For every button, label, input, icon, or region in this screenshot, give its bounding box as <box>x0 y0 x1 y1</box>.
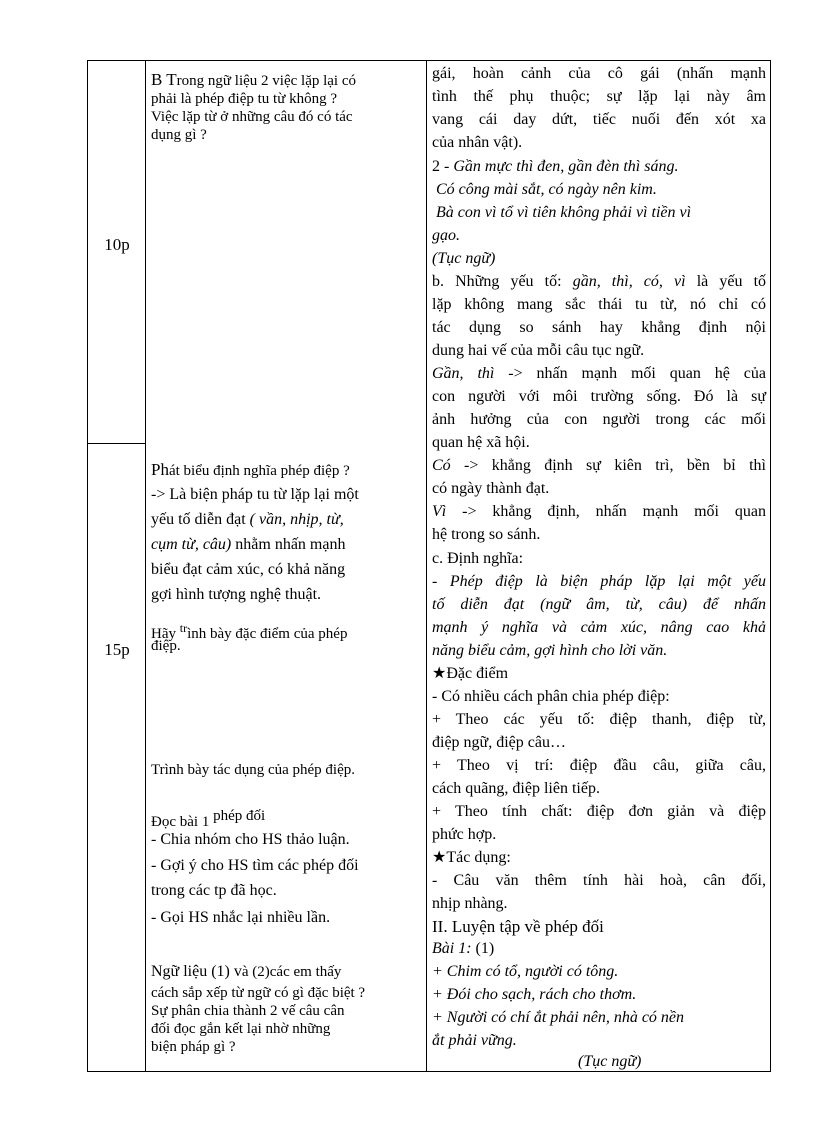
answer-b-line2: lặp không mang sắc thái tu từ, nó chỉ có <box>432 296 766 313</box>
proverb-1: + Chim có tổ, người có tông. <box>432 963 619 980</box>
characteristics-line7: phức hợp. <box>432 826 497 843</box>
definition-line1: -> Là biện pháp tu từ lặp lại một <box>151 486 359 503</box>
row-divider <box>88 443 145 444</box>
instruction-group: - Chia nhóm cho HS thảo luận. <box>151 831 350 848</box>
question-characteristics-line1: Hãy $^{tr}$ình bày đặc điểm của phép <box>151 621 348 642</box>
question-bt-line2: phải là phép điệp tu từ không ? <box>151 91 338 107</box>
proverb-3-line2: ắt phải vững. <box>432 1032 517 1049</box>
characteristics-line4: + Theo vị trí: điệp đầu câu, giữa câu, <box>432 757 766 774</box>
co-line1: Có -> khẳng định sự kiên trì, bền bỉ thì <box>432 457 766 474</box>
example-2-source: (Tục ngữ) <box>432 250 496 267</box>
answer-b-line1: b. Những yếu tố: gần, thì, có, vì là yếu tố <box>432 273 767 290</box>
exercise-1-heading: Bài 1: (1) <box>432 940 495 957</box>
effect-line1: - Câu văn thêm tính hài hoà, cân đối, <box>432 872 766 889</box>
time-cell-2: 15p <box>104 640 130 659</box>
characteristics-line2: + Theo các yếu tố: điệp thanh, điệp từ, <box>432 711 766 728</box>
section-ii-heading: II. Luyện tập về phép đối <box>432 917 604 936</box>
answer-b-line4: dung hai vế của mỗi câu tục ngữ. <box>432 342 645 359</box>
example-2-line2: Có công mài sắt, có ngày nên kim. <box>436 181 657 198</box>
example-2-line1: 2 - Gần mực thì đen, gần đèn thì sáng. <box>432 158 679 175</box>
co-line2: có ngày thành đạt. <box>432 480 550 497</box>
question-bt-line1: B Trong ngữ liệu 2 việc lặp lại có <box>151 70 356 89</box>
question-effect: Trình bày tác dụng của phép điệp. <box>151 762 355 778</box>
definition-heading: c. Định nghĩa: <box>432 550 524 567</box>
definition-text-line2: tố diễn đạt (ngữ âm, từ, câu) để nhấn <box>432 596 766 613</box>
characteristics-line5: cách quãng, điệp liên tiếp. <box>432 780 600 797</box>
vi-line2: hệ trong so sánh. <box>432 526 541 543</box>
characteristics-line1: - Có nhiều cách phân chia phép điệp: <box>432 688 670 705</box>
definition-line2: yếu tố diễn đạt ( vần, nhịp, từ, <box>151 511 344 528</box>
proverb-source: (Tục ngữ) <box>578 1053 642 1070</box>
column-divider-2 <box>426 61 427 1071</box>
content-line: của nhân vật). <box>432 134 523 151</box>
question-bt-line3: Việc lặp từ ở những câu đó có tác <box>151 109 353 125</box>
example-2-line4: gạo. <box>432 227 460 244</box>
effect-heading: ★Tác dụng: <box>432 849 511 866</box>
gan-thi-line2: con người với môi trường sống. Đó là sự <box>432 388 766 405</box>
star-icon: ★ <box>432 849 447 866</box>
time-cell-1: 10p <box>104 235 130 254</box>
content-line: tình thế phụ thuộc; sự lặp lại này âm <box>432 88 766 105</box>
question-bt-line4: dụng gì ? <box>151 127 207 143</box>
lesson-table <box>87 60 771 1072</box>
instruction-repeat: - Gọi HS nhắc lại nhiều lần. <box>151 909 331 926</box>
gan-thi-line1: Gần, thì -> nhấn mạnh mối quan hệ của <box>432 365 766 382</box>
question-ngu-lieu-line3: Sự phân chia thành 2 vế câu cân <box>151 1003 345 1019</box>
question-ngu-lieu-line2: cách sắp xếp từ ngữ có gì đặc biệt ? <box>151 985 366 1001</box>
question-ngu-lieu-line4: đối đọc gắn kết lại nhờ những <box>151 1021 331 1037</box>
proverb-2: + Đói cho sạch, rách cho thơm. <box>432 986 637 1003</box>
effect-line2: nhịp nhàng. <box>432 895 508 912</box>
definition-line5: gợi hình tượng nghệ thuật. <box>151 586 322 603</box>
definition-line4: biểu đạt cảm xúc, có khả năng <box>151 561 346 578</box>
vi-line1: Vì -> khẳng định, nhấn mạnh mối quan <box>432 503 766 520</box>
definition-text-line1: - Phép điệp là biện pháp lặp lại một yếu <box>432 573 766 590</box>
column-divider-1 <box>145 61 146 1071</box>
definition-line3: cụm từ, câu) nhằm nhấn mạnh <box>151 536 346 553</box>
gan-thi-line4: quan hệ xã hội. <box>432 434 530 451</box>
gan-thi-line3: ảnh hưởng của con người trong các mối <box>432 411 766 428</box>
characteristics-heading: ★Đặc điểm <box>432 665 509 682</box>
question-ngu-lieu-line5: biện pháp gì ? <box>151 1039 236 1055</box>
content-line: vang cái day dứt, tiếc nuối đến xót xa <box>432 111 766 128</box>
characteristics-line6: + Theo tính chất: điệp đơn giản và điệp <box>432 803 766 820</box>
definition-text-line4: năng biểu cảm, gợi hình cho lời văn. <box>432 642 668 659</box>
content-line: gái, hoàn cảnh của cô gái (nhấn mạnh <box>432 65 766 82</box>
instruction-hint-line2: trong các tp đã học. <box>151 882 277 899</box>
instruction-hint-line1: - Gợi ý cho HS tìm các phép đối <box>151 857 359 874</box>
star-icon: ★ <box>432 665 447 682</box>
example-2-line3: Bà con vì tổ vì tiên không phải vì tiền vì <box>436 204 692 221</box>
definition-text-line3: mạnh ý nghĩa và cảm xúc, nâng cao khả <box>432 619 766 636</box>
proverb-3-line1: + Người có chí ắt phải nên, nhà có nền <box>432 1009 685 1026</box>
question-ngu-lieu-line1: Ngữ liệu (1) và (2)các em thấy <box>151 963 342 980</box>
question-definition: Phát biểu định nghĩa phép điệp ? <box>151 460 350 479</box>
doc-bai-1: Đọc bài 1 $^{phép đối}$ <box>151 808 266 830</box>
question-characteristics-line2: điệp. <box>151 638 181 654</box>
answer-b-line3: tác dụng so sánh hay khẳng định nội <box>432 319 766 336</box>
characteristics-line3: điệp ngữ, điệp câu… <box>432 734 566 751</box>
